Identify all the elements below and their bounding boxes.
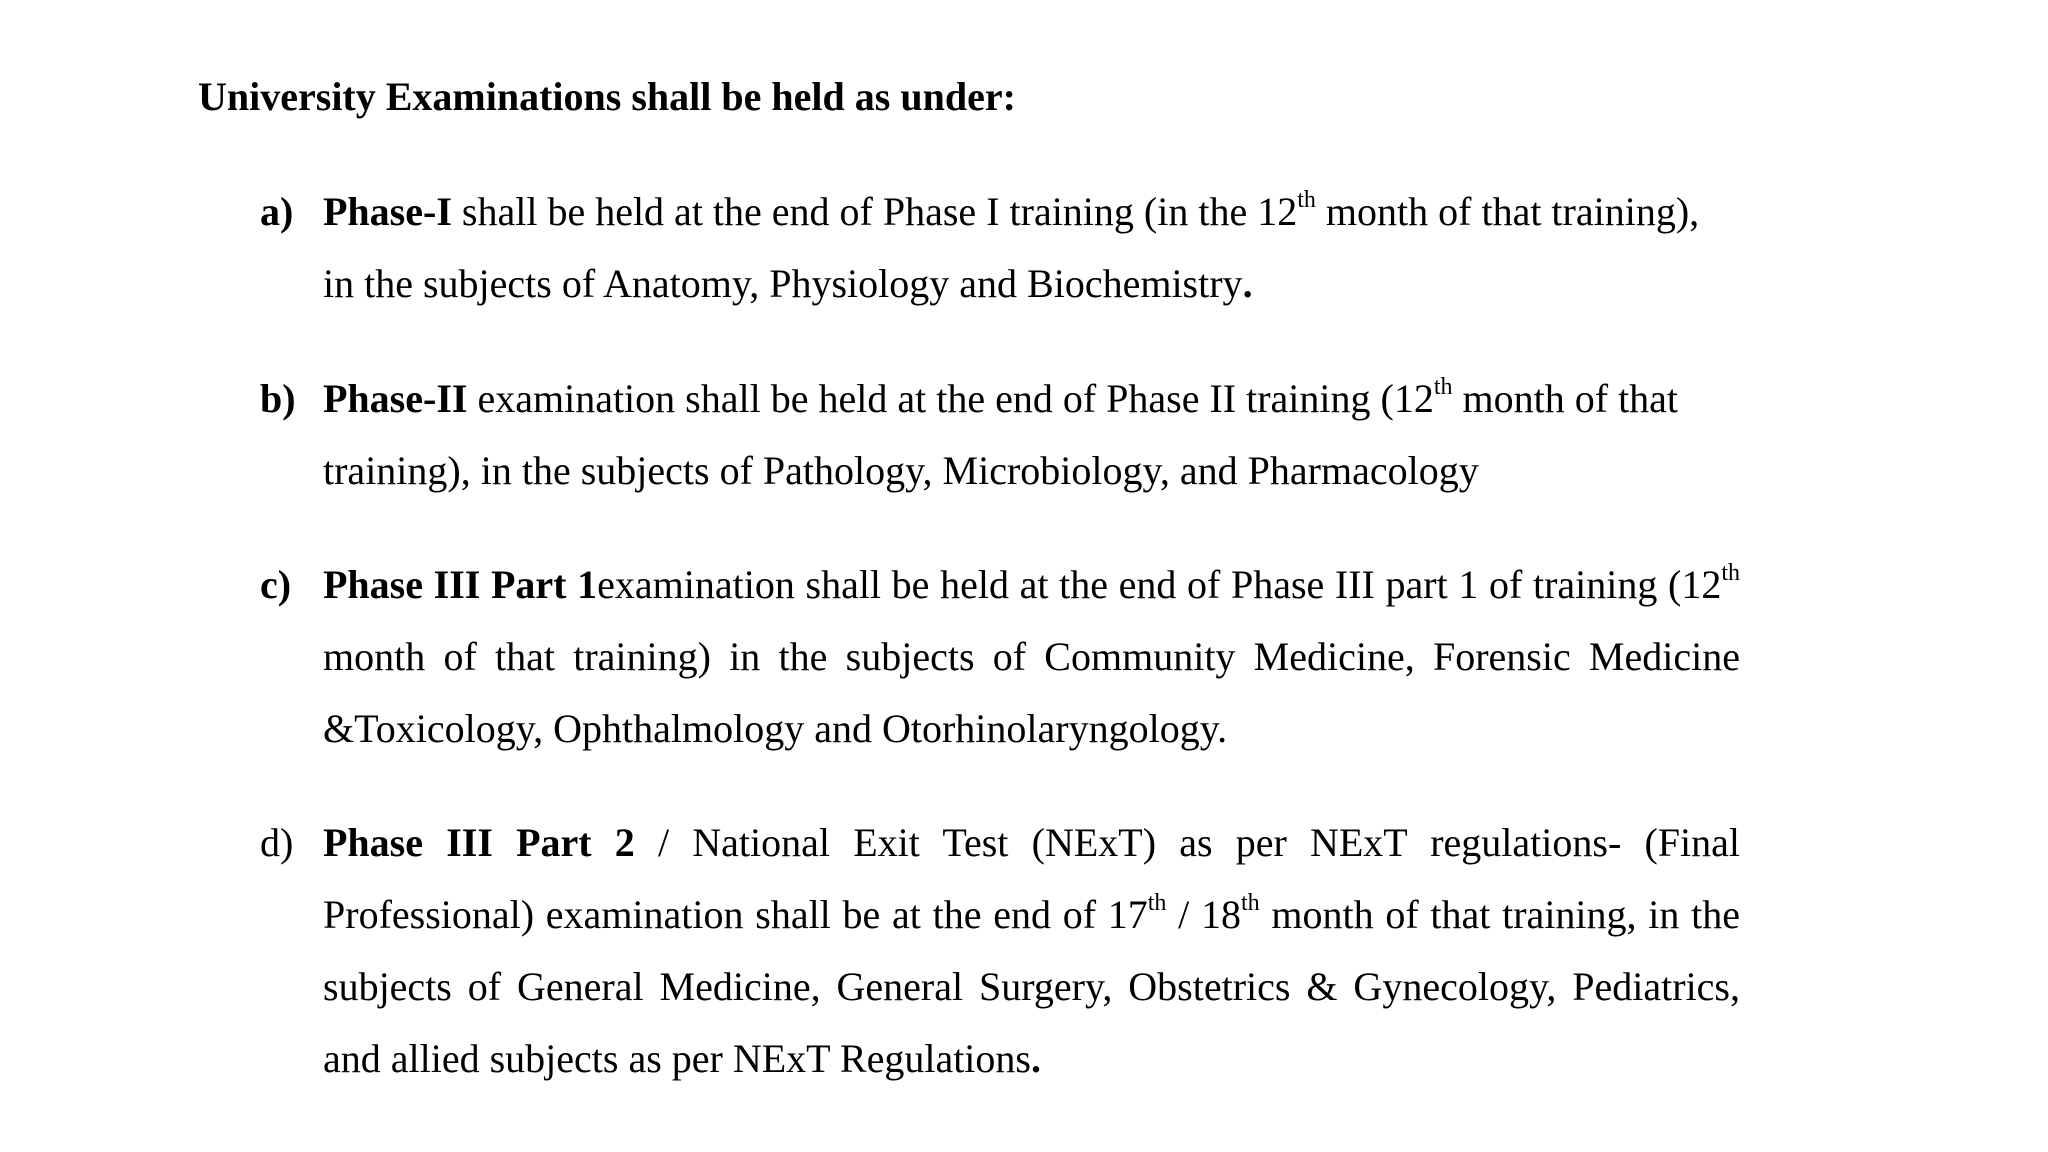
- phase-title: Phase-I: [323, 189, 452, 234]
- page-heading: University Examinations shall be held as under:: [198, 74, 1016, 119]
- phase-title: Phase III Part 2: [323, 820, 635, 865]
- ordinal-suffix: th: [1241, 889, 1260, 916]
- text-segment: / 18: [1166, 892, 1241, 937]
- text-segment: month of that training), in the subjects of Pathology, Microbiology, and Pharmacology: [323, 376, 1679, 493]
- list-item-text: [323, 549, 1740, 765]
- text-segment: month of that training), in the subjects of Anatomy, Physiology and Biochemistry: [323, 189, 1700, 306]
- list-item-text: [323, 363, 1740, 507]
- ordinal-suffix: th: [1147, 889, 1167, 916]
- list-marker: c): [260, 562, 292, 607]
- list-item-text: [323, 807, 1740, 1095]
- text-end: .: [1242, 261, 1253, 306]
- text-segment: shall be held at the end of Phase I training (in the 12: [451, 189, 1298, 234]
- text-end: .: [1031, 1036, 1041, 1081]
- list-marker: a): [260, 189, 294, 234]
- phase-title: Phase-II: [323, 376, 468, 421]
- text-segment: / National Exit Test (NExT) as per NExT regulations- (Final Professional) examination shall be at the end of 17: [323, 820, 1741, 937]
- text-segment: examination shall be held at the end of Phase III part 1 of training (12: [597, 562, 1722, 607]
- text-segment: month of that training) in the subjects of Community Medicine, Forensic Medicine &Toxicology, Ophthalmology and Otorhinolaryngology.: [323, 634, 1740, 751]
- text-segment: examination shall be held at the end of Phase II training (12: [467, 376, 1434, 421]
- text-segment: month of that training, in the subjects of General Medicine, General Surgery, Obstetrics & Gynecology, Pediatrics, and allied subjects as per NExT Regulations: [323, 892, 1740, 1081]
- phase-title: Phase III Part 1: [323, 562, 598, 607]
- ordinal-suffix: th: [1721, 559, 1740, 586]
- ordinal-suffix: th: [1297, 186, 1316, 213]
- list-item-text: [323, 176, 1740, 320]
- ordinal-suffix: th: [1433, 373, 1453, 400]
- list-marker: b): [260, 376, 296, 421]
- list-marker: d): [260, 820, 294, 865]
